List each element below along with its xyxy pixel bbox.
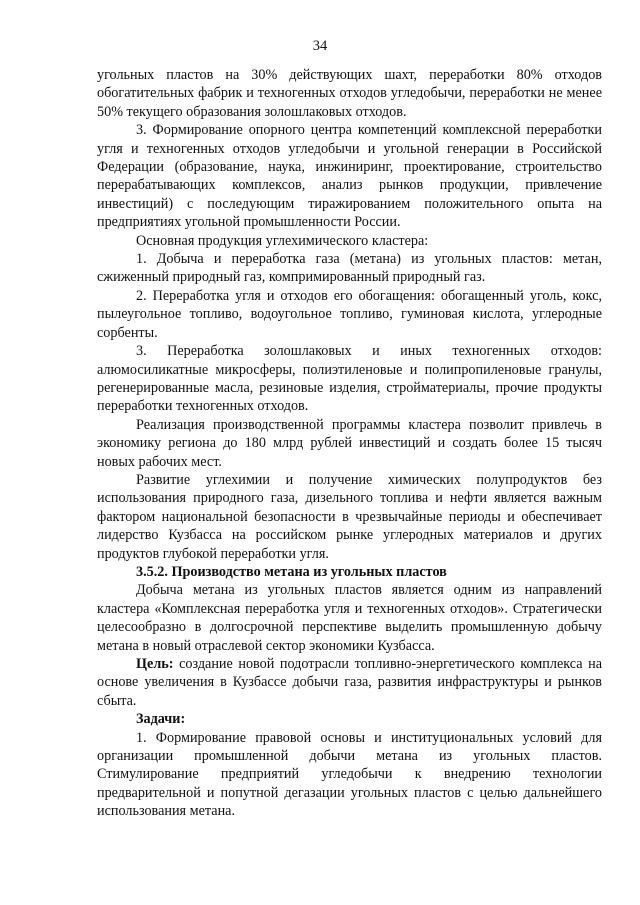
page-number: 34: [312, 38, 328, 54]
tasks-label: Задачи:: [136, 711, 186, 728]
paragraph-tasks-label: [97, 710, 602, 728]
paragraph-coal-chemistry: Развитие углехимии и получение химических полупродуктов без использования природного газа, дизельного топлива и нефти является важным фактором национальной безопасности в чрезвычайные периоды и обеспечивает лидерство Кузбасса на российском рынке углеродных материалов и других продуктов глубокой переработки угля.: [97, 471, 602, 562]
paragraph-products-coal: 2. Переработка угля и отходов его обогащения: обогащенный уголь, кокс, пылеугольное топливо, водоугольное топливо, гуминовая кислота, углеродные сорбенты.: [97, 287, 602, 341]
goal-text: создание новой подотрасли топливно-энергетического комплекса на основе увеличения в Кузбассе добычи газа, развития инфраструктуры и рынков сбыта.: [97, 656, 602, 709]
paragraph-continuation: угольных пластов на 30% действующих шахт, переработки 80% отходов обогатительных фабрик и техногенных отходов угледобычи, переработки не менее 50% текущего образования золошлаковых отходов.: [97, 67, 602, 120]
paragraph-products-intro: Основная продукция углехимического кластера:: [136, 232, 429, 249]
paragraph-investments: Реализация производственной программы кластера позволит привлечь в экономику региона до 180 млрд рублей инвестиций и создать более 15 тысяч новых рабочих мест.: [97, 416, 602, 470]
paragraph-products-gas: 1. Добыча и переработка газа (метана) из угольных пластов: метан, сжиженный природный газ, компримированный природный газ.: [97, 251, 602, 286]
paragraph-task-1: 1. Формирование правовой основы и институциональных условий для организации промышленной добычи метана из угольных пластов. Стимулирование предприятий угледобычи к внедрению технологии предварительной и попутной дегазации угольных пластов с целью дальнейшего использования метана.: [97, 729, 602, 820]
document-body: [97, 66, 602, 821]
paragraph-methane-intro: Добыча метана из угольных пластов является одним из направлений кластера «Комплексная переработка угля и техногенных отходов». Стратегически целесообразно в долгосрочной перспективе выделить промышленную добычу метана в новый отраслевой сектор экономики Кузбасса.: [97, 582, 602, 654]
section-heading: 3.5.2. Производство метана из угольных пластов: [136, 563, 447, 580]
paragraph-goal: [97, 655, 602, 710]
goal-label: Цель:: [136, 656, 174, 672]
paragraph-competence-center: 3. Формирование опорного центра компетенций комплексной переработки угля и техногенных отходов угледобычи и угольной генерации в Российской Федерации (образование, наука, инжиниринг, проектирование, строительство перерабатывающих комплексов, анализ рынков продукции, привлечение инвестиций) с последующим тиражированием положительного опыта на предприятиях угольной промышленности России.: [97, 122, 602, 231]
paragraph-products-waste: 3. Переработка золошлаковых и иных техногенных отходов: алюмосиликатные микросферы, полиэтиленовые и полипропиленовые гранулы, регенерированные масла, резиновые изделия, стройматериалы, прочие продукты переработки техногенных отходов.: [97, 343, 602, 415]
